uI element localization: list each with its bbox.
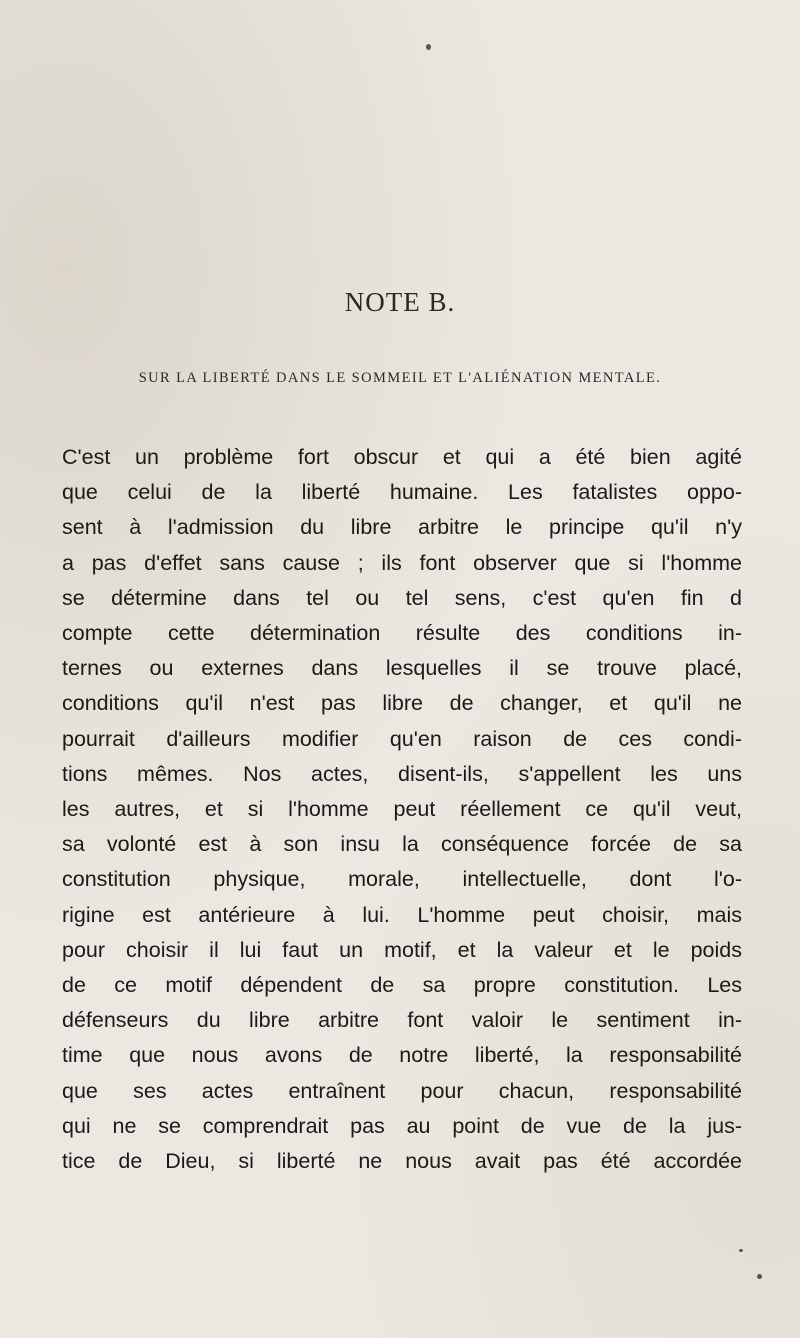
text-line: qui ne se comprendrait pas au point de vue de la jus- [62, 1113, 742, 1138]
note-title: NOTE B. [344, 287, 456, 317]
text-line: compte cette détermination résulte des conditions in- [62, 621, 742, 646]
text-line: time que nous avons de notre liberté, la responsabilité [62, 1043, 742, 1068]
text-line: de ce motif dépendent de sa propre constitution. Les [62, 973, 742, 998]
text-line: rigine est antérieure à lui. L'homme peut choisir, mais [62, 902, 742, 927]
body-paragraph [62, 440, 742, 1179]
text-line: ternes ou externes dans lesquelles il se trouve placé, [62, 656, 742, 681]
text-line: tice de Dieu, si liberté ne nous avait pas été accordée [62, 1149, 742, 1174]
ink-speck [426, 44, 431, 50]
text-line: conditions qu'il n'est pas libre de changer, et qu'il ne [62, 691, 742, 716]
ink-speck [757, 1274, 762, 1279]
text-line: constitution physique, morale, intellectuelle, dont l'o- [62, 867, 742, 892]
text-line: C'est un problème fort obscur et qui a été bien agité [62, 445, 742, 469]
text-line: tions mêmes. Nos actes, disent-ils, s'appellent les uns [62, 761, 742, 786]
text-line: que ses actes entraînent pour chacun, responsabilité [62, 1078, 742, 1103]
text-line: sent à l'admission du libre arbitre le principe qu'il n'y [62, 515, 742, 540]
text-line: que celui de la liberté humaine. Les fatalistes oppo- [62, 480, 742, 505]
text-line: pourrait d'ailleurs modifier qu'en raison de ces condi- [62, 726, 742, 751]
text-line: se détermine dans tel ou tel sens, c'est qu'en fin d [62, 585, 742, 610]
text-line: les autres, et si l'homme peut réellement ce qu'il veut, [62, 797, 742, 822]
text-line: a pas d'effet sans cause ; ils font observer que si l'homme [62, 550, 742, 575]
ink-speck [739, 1249, 743, 1252]
note-subtitle: SUR LA LIBERTÉ DANS LE SOMMEIL ET L'ALIÉNATION MENTALE. [138, 370, 662, 386]
text-line: pour choisir il lui faut un motif, et la valeur et le poids [62, 937, 742, 962]
text-line: sa volonté est à son insu la conséquence forcée de sa [62, 832, 742, 857]
text-line: défenseurs du libre arbitre font valoir le sentiment in- [62, 1008, 742, 1033]
